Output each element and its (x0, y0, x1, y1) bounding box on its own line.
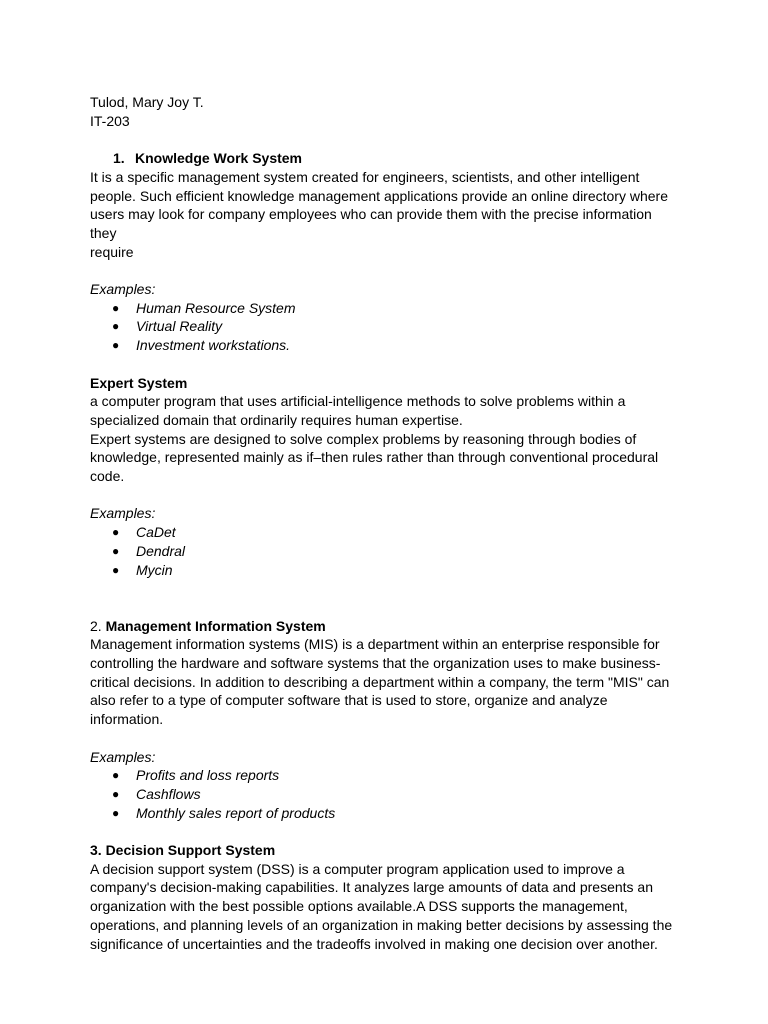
expert-system-body-2: Expert systems are designed to solve complex problems by reasoning through bodies of knowledge, represented mainly as if–then rules rather than through conventional procedural code. (90, 430, 659, 485)
bullet-icon: ● (112, 543, 120, 558)
bullet-icon: ● (112, 786, 120, 801)
expert-system-examples-label: Examples: (90, 505, 156, 522)
list-item: ● Profits and loss reports (112, 767, 280, 784)
list-item: ● CaDet (112, 524, 176, 541)
list-item: ● Human Resource System (112, 299, 296, 316)
bullet-icon: ● (112, 338, 120, 353)
section-1-number: 1. (113, 150, 125, 167)
section-2-title: Management Information System (105, 617, 326, 634)
list-item: ● Monthly sales report of products (112, 804, 336, 821)
expert-system-body-1: a computer program that uses artificial-intelligence methods to solve problems within a specialized domain that ordinarily requires human expertise. (90, 393, 626, 428)
section-1-examples-list (90, 299, 678, 355)
section-3-body: A decision support system (DSS) is a computer program application used to improve a company's decision-making capabilities. It analyzes large amounts of data and presents an organization with the best possible options available.A DSS supports the management, operations, and planning levels of an organization in making better decisions by assessing the significance of uncertainties and the tradeoffs involved in making one decision over another. (90, 860, 673, 952)
section-2-examples-label: Examples: (90, 748, 156, 765)
list-item: ● Investment workstations. (112, 337, 291, 354)
section-3-heading: 3. Decision Support System (90, 842, 276, 859)
section-1-title: Knowledge Work System (135, 150, 303, 167)
expert-system-examples-list (90, 523, 678, 579)
section-1-body: It is a specific management system created for engineers, scientists, and other intelligent people. Such efficient knowledge management applications provide an online directory where users may look for company employees who can provide them with the precise information they require (90, 168, 668, 260)
bullet-icon: ● (112, 562, 120, 577)
bullet-icon: ● (112, 300, 120, 315)
section-2-number: 2. (90, 617, 102, 634)
section-2-examples-list (90, 766, 678, 822)
list-item: ● Cashflows (112, 785, 201, 802)
author-name: Tulod, Mary Joy T. (90, 94, 204, 110)
section-1-examples-label: Examples: (90, 281, 156, 297)
bullet-icon: ● (112, 319, 120, 334)
bullet-icon: ● (112, 805, 120, 820)
list-item: ● Mycin (112, 561, 173, 578)
bullet-icon: ● (112, 525, 120, 540)
section-2-body: Management information systems (MIS) is a department within an enterprise responsible for controlling the hardware and software systems that the organization uses to make business- critical decisions. In addition to describing a department within a company, the term "MIS" can also refer to a type of computer software that is used to store, organize and analyze information. (90, 636, 670, 728)
list-item: ● Dendral (112, 542, 186, 559)
bullet-icon: ● (112, 768, 120, 783)
section-1-heading (90, 149, 678, 168)
expert-system-heading: Expert System (90, 374, 188, 391)
list-item: ● Virtual Reality (112, 318, 223, 335)
section-2-heading (90, 598, 678, 635)
author-section: IT-203 (90, 112, 130, 129)
